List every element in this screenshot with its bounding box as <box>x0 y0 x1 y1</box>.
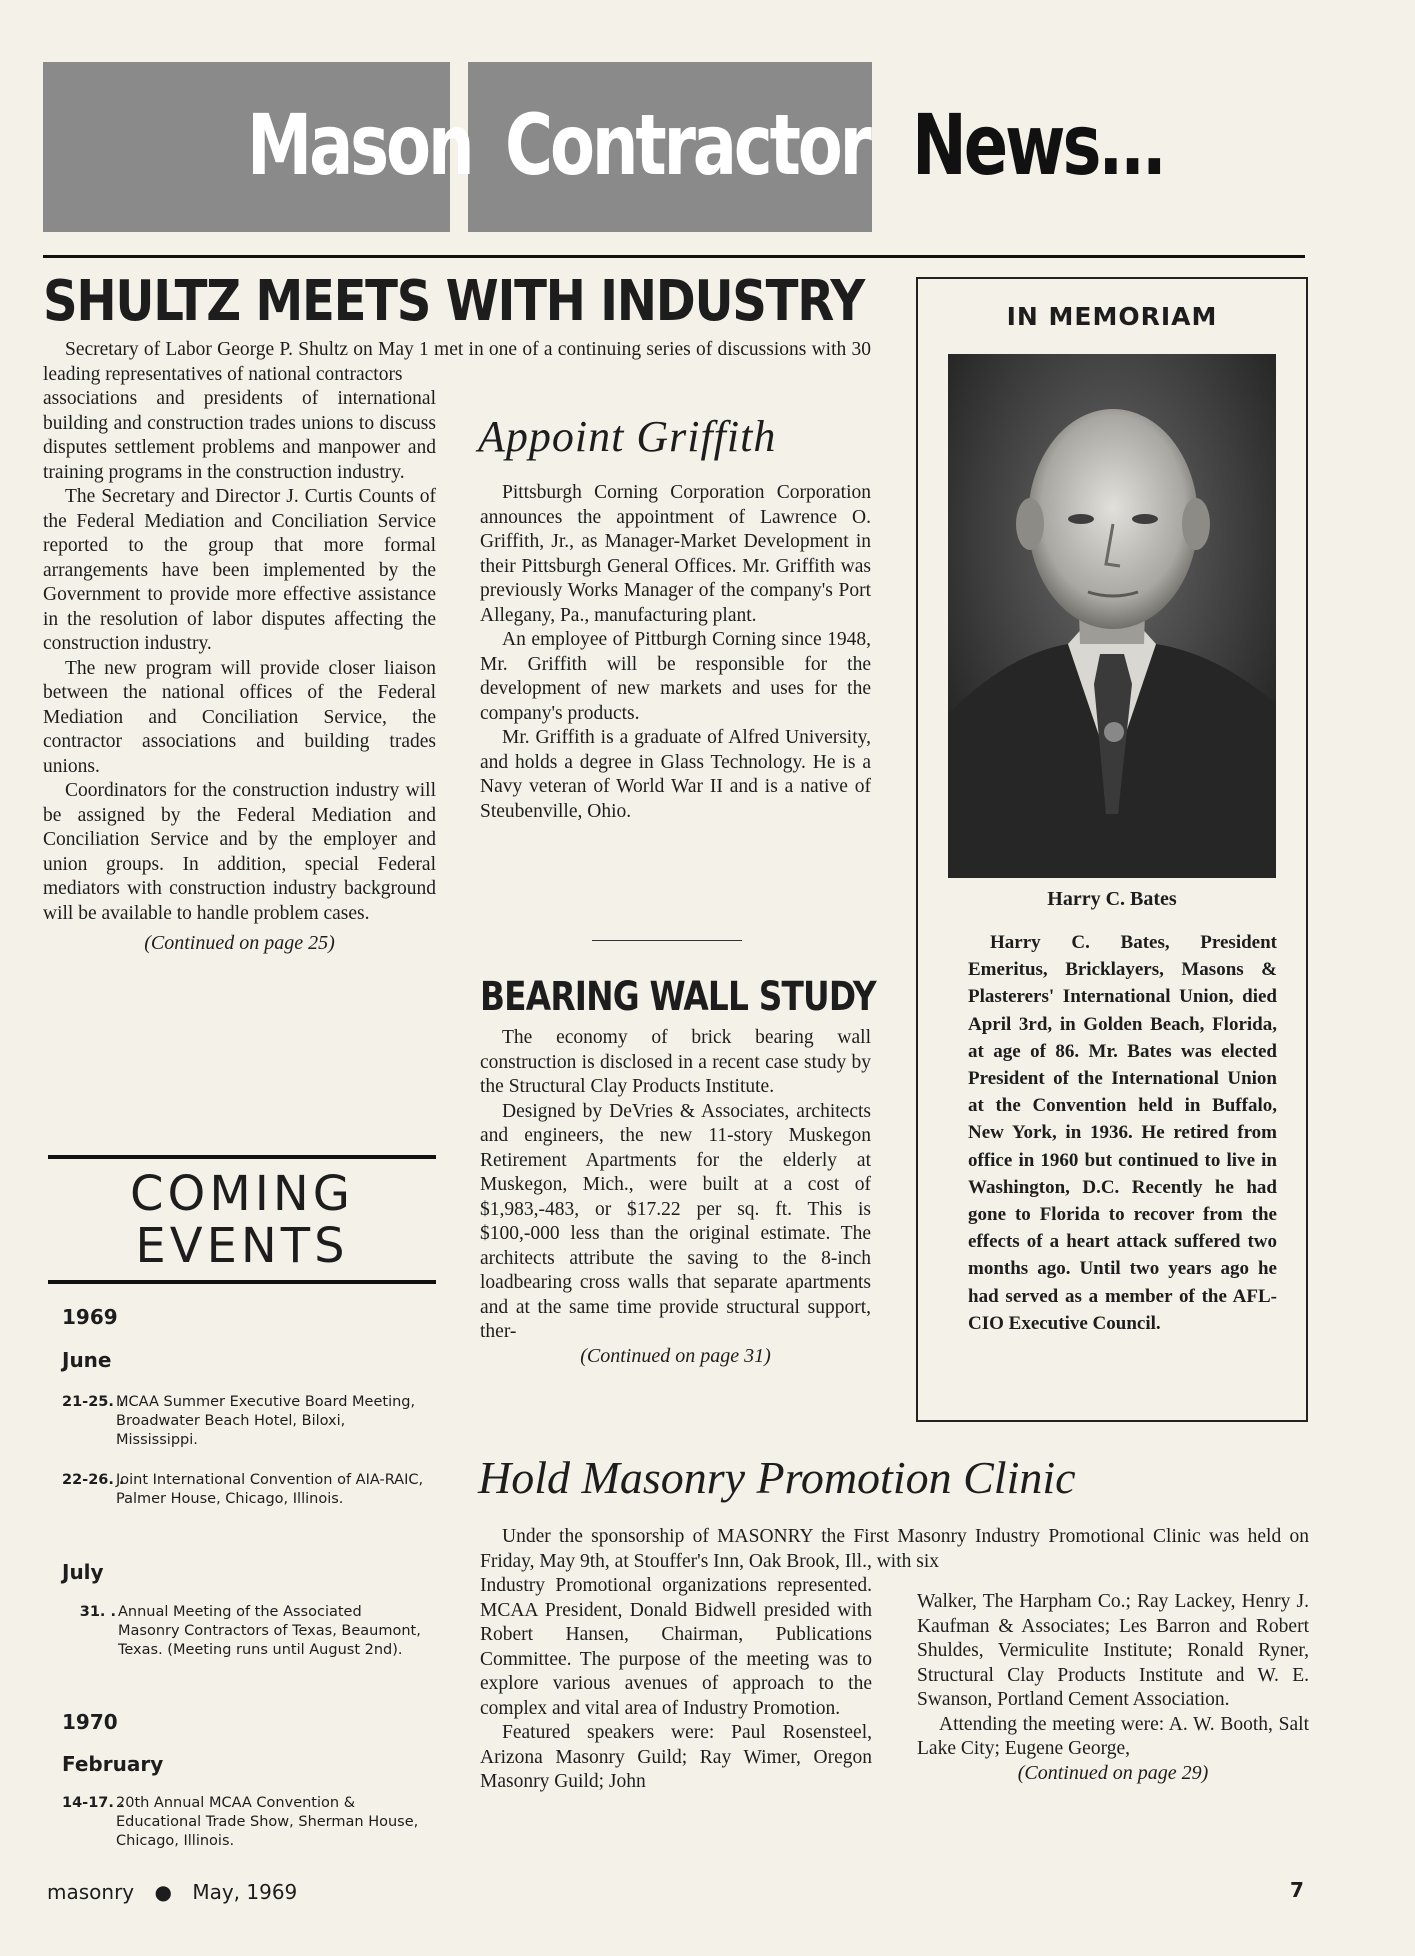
clinic-intro: Under the sponsorship of MASONRY the First Masonry Industry Promotional Clinic was held on Friday, May 9th, at Stouffer's Inn, Oak Brook, Ill., with six <box>480 1526 1309 1572</box>
events-year-1970: 1970 <box>62 1710 118 1734</box>
footer-bullet-icon: ● <box>154 1880 172 1904</box>
event-item-aia-raic <box>62 1471 424 1509</box>
main-article-p2: The Secretary and Director J. Curtis Counts of the Federal Mediation and Conciliation Service reported to the group that more formal arrangements have been implemented by the Government to provide more effective assistance in the resolution of labor disputes affecting the construction industry. <box>43 486 436 654</box>
event-date: 14-17. . <box>62 1795 125 1811</box>
event-desc: 20th Annual MCAA Convention & Educational Trade Show, Sherman House, Chicago, Illinois. <box>116 1795 419 1849</box>
bearing-p1: The economy of brick bearing wall construction is disclosed in a recent case study by the Structural Clay Products Institute. <box>480 1027 871 1097</box>
clinic-headline: Hold Masonry Promotion Clinic <box>478 1452 1076 1503</box>
main-headline: SHULTZ MEETS WITH INDUSTRY <box>43 269 864 334</box>
footer-publication <box>47 1880 297 1904</box>
event-desc: Annual Meeting of the Associated Masonry Contractors of Texas, Beaumont, Texas. (Meeting runs until August 2nd). <box>118 1604 421 1658</box>
griffith-p3: Mr. Griffith is a graduate of Alfred University, and holds a degree in Glass Technology. He is a Navy veteran of World War II and is a native of Steubenville, Ohio. <box>480 727 871 822</box>
bearing-p2: Designed by DeVries & Associates, architects and engineers, the new 11-story Muskegon Retirement Apartments for the elderly at Muskegon, Mich., were built at a cost of $1,983,-483, or $17.22 per sq. ft. This is $100,-000 less than the original estimate. The architects attribute the saving to the 8-inch loadbearing cross walls that separate apartments and at the same time provide structural support, ther- <box>480 1100 871 1342</box>
clinic-continued: (Continued on page 29) <box>1017 1761 1209 1784</box>
event-desc: Joint International Convention of AIA-RAIC, Palmer House, Chicago, Illinois. <box>116 1472 424 1507</box>
events-month-june: June <box>62 1348 112 1372</box>
event-date: 22-26. . <box>62 1472 125 1488</box>
clinic-column-2 <box>917 1590 1309 1785</box>
griffith-p2: An employee of Pittburgh Corning since 1948, Mr. Griffith will be responsible for the development of new markets and uses for the company's products. <box>480 629 871 724</box>
bearing-column <box>480 1026 871 1368</box>
clinic-col2-p2: Attending the meeting were: A. W. Booth, Salt Lake City; Eugene George, <box>917 1713 1309 1759</box>
griffith-divider <box>592 940 742 941</box>
event-date: 21-25. . <box>62 1394 125 1410</box>
memoriam-text: Harry C. Bates, President Emeritus, Bricklayers, Masons & Plasterers' International Union, died April 3rd, in Golden Beach, Florida, at age of 86. Mr. Bates was elected President of the International Union at the Convention held in Buffalo, New York, in 1936. He retired from office in 1960 but continued to live in Washington, D.C. Recently he had gone to Florida to recover from the effects of a heart attack suffered two months ago. Until two years ago he had served as a member of the AFL-CIO Executive Council. <box>968 932 1277 1334</box>
event-item-mcaa-convention <box>62 1794 424 1851</box>
footer-publication-name: masonry <box>47 1880 135 1904</box>
events-month-february: February <box>62 1752 164 1776</box>
footer-date: May, 1969 <box>192 1880 298 1904</box>
clinic-column-1 <box>480 1574 872 1795</box>
griffith-column <box>480 481 871 824</box>
event-item-mcaa-summer <box>62 1393 424 1450</box>
memoriam-caption: Harry C. Bates <box>1047 888 1177 910</box>
event-date: 31. . <box>79 1604 116 1620</box>
events-year-1969: 1969 <box>62 1305 118 1329</box>
events-rule-bottom <box>48 1280 436 1284</box>
clinic-col1-p2: Featured speakers were: Paul Rosensteel, Arizona Masonry Guild; Ray Wimer, Oregon Masonry Guild; John <box>480 1722 872 1792</box>
clinic-col1-p1: Industry Promotional organizations represented. MCAA President, Donald Bidwell presided with Robert Hansen, Chairman, Publications Committee. The purpose of the meeting was to explore various avenues of approach to the complex and vital area of Industry Promotion. <box>480 1575 872 1719</box>
events-title-line1: COMING <box>130 1166 354 1222</box>
event-item-texas-masonry <box>62 1603 424 1660</box>
main-article-intro: Secretary of Labor George P. Shultz on May 1 met in one of a continuing series of discussions with 30 leading representatives of national contractors <box>43 339 871 385</box>
masthead-word-news: News... <box>912 96 1164 194</box>
events-month-july: July <box>62 1560 104 1584</box>
event-desc: MCAA Summer Executive Board Meeting, Broadwater Beach Hotel, Biloxi, Mississippi. <box>116 1394 416 1448</box>
main-article-p4: Coordinators for the construction industry will be assigned by the Federal Mediation and Conciliation Service and by the employer and union groups. In addition, special Federal mediators with construction industry background will be available to handle problem cases. <box>43 780 436 924</box>
griffith-p1: Pittsburgh Corning Corporation Corporation announces the appointment of Lawrence O. Griffith, Jr., as Manager-Market Development in their Pittsburgh General Offices. Mr. Griffith was previously Works Manager of the company's Port Allegany, Pa., manufacturing plant. <box>480 482 871 626</box>
memoriam-heading: IN MEMORIAM <box>1006 302 1218 331</box>
clinic-col2-p1: Walker, The Harpham Co.; Ray Lackey, Henry J. Kaufman & Associates; Les Barron and Robert Shuldes, Vermiculite Institute; Ronald Ryner, Structural Clay Products Institute and W. E. Swanson, Portland Cement Association. <box>917 1591 1309 1710</box>
masthead-word-contractor: Contractor <box>505 96 869 194</box>
main-article-p1-cont: associations and presidents of international building and construction trades unions to discuss disputes settlement problems and manpower and training programs in the construction industry. <box>43 388 436 483</box>
bearing-continued: (Continued on page 31) <box>580 1344 771 1367</box>
main-article-continued: (Continued on page 25) <box>144 932 335 954</box>
bearing-headline: BEARING WALL STUDY <box>480 974 876 1020</box>
portrait-image-icon <box>948 354 1276 878</box>
events-title-line2: EVENTS <box>135 1218 349 1274</box>
griffith-headline: Appoint Griffith <box>478 412 777 461</box>
events-rule-top <box>48 1155 436 1159</box>
footer-page-number: 7 <box>1290 1878 1304 1902</box>
main-article-column <box>43 387 436 955</box>
masthead-rule <box>43 255 1305 258</box>
harry-bates-portrait <box>948 354 1276 878</box>
main-article-p3: The new program will provide closer liaison between the national offices of the Federal Mediation and Conciliation Service, the contractor associations and building trades unions. <box>43 657 436 777</box>
masthead-word-mason: Mason <box>247 96 472 194</box>
